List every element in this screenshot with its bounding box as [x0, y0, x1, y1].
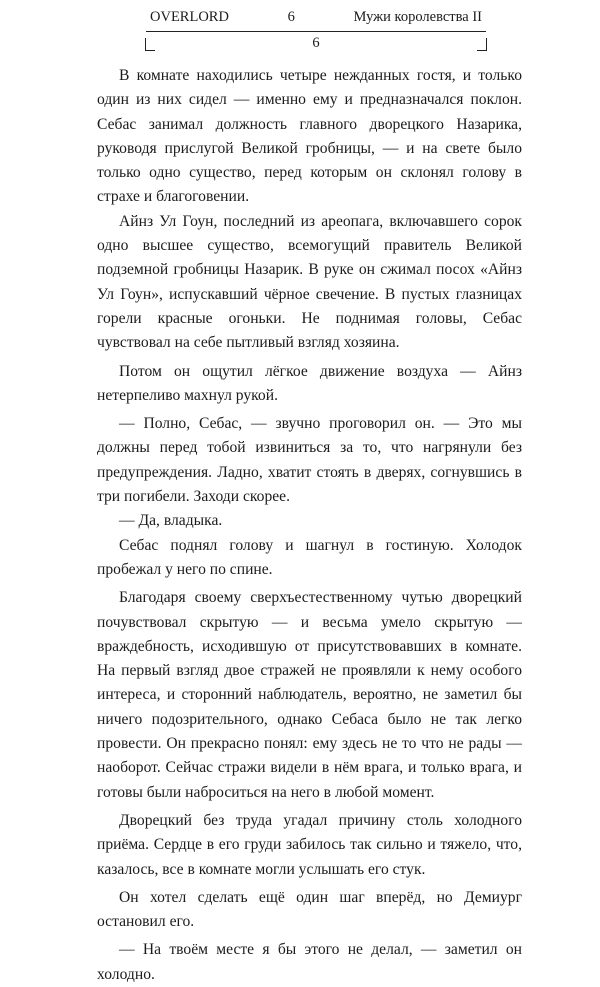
paragraph: Он хотел сделать ещё один шаг вперёд, но Демиург остановил его. — [97, 888, 522, 931]
paragraph: — Да, владыка. — [119, 512, 223, 530]
paragraph: Дворецкий без труда угадал причину столь холодного приёма. Сердце в его груди забилось так сильно и тяжело, что, казалось, все в комнате могли услышать его стук. — [97, 811, 522, 878]
paragraph: В комнате находились четыре нежданных гостя, и только один из них сидел — именно ему и предназначался поклон. Себас занимал должность главного дворецкого Назарика, руководя прислугой Великой гробницы, — и на свете было только одно существо, перед которым он склонял голову в страхе и благоговении. — [97, 67, 522, 206]
paragraph: — Полно, Себас, — звучно проговорил он. — Это мы должны перед тобой извиниться за то, что нагрянули без предупреждения. Ладно, хватит стоять в дверях, согнувшись в три погибели. Заходи скорее. — [97, 415, 522, 506]
running-header — [146, 4, 486, 54]
header-row — [146, 4, 486, 26]
crop-marks — [146, 32, 486, 54]
page-number: 6 — [287, 9, 295, 25]
chapter-title: Мужи королевства II — [353, 9, 482, 25]
paragraph: Потом он ощутил лёгкое движение воздуха — Айнз нетерпеливо махнул рукой. — [97, 362, 522, 404]
page-number-secondary: 6 — [312, 35, 320, 51]
paragraph: Себас поднял голову и шагнул в гостиную. Холодок пробежал у него по спине. — [97, 536, 522, 578]
paragraph: Благодаря своему сверхъестественному чутью дворецкий почувствовал скрытую — и весьма умело скрытую — враждебность, исходившую от присутствовавших в комнате. На первый взгляд двое стражей не проявляли к нему особого интереса, и сторонний наблюдатель, вероятно, не заметил бы ничего подозрительного, однако Себаса было не так легко провести. Он прекрасно понял: ему здесь не то что не рады — наоборот. Сейчас стражи видели в нём врага, и только врага, и готовы были наброситься на него в любой момент. — [97, 589, 522, 801]
paragraph: — На твоём месте я бы этого не делал, — заметил он холодно. — [97, 941, 522, 983]
crop-mark-right-icon — [477, 38, 487, 51]
paragraph: Айнз Ул Гоун, последний из ареопага, включавшего сорок одно высшее существо, всемогущий правитель Великой подземной гробницы Назарик. В руке он сжимал посох «Айнз Ул Гоун», испускавший чёрное свечение. В пустых глазницах горели красные огоньки. Не поднимая головы, Себас чувствовал на себе пытливый взгляд хозяина. — [97, 212, 522, 352]
body-text — [97, 64, 522, 987]
book-title: OVERLORD — [150, 9, 229, 25]
